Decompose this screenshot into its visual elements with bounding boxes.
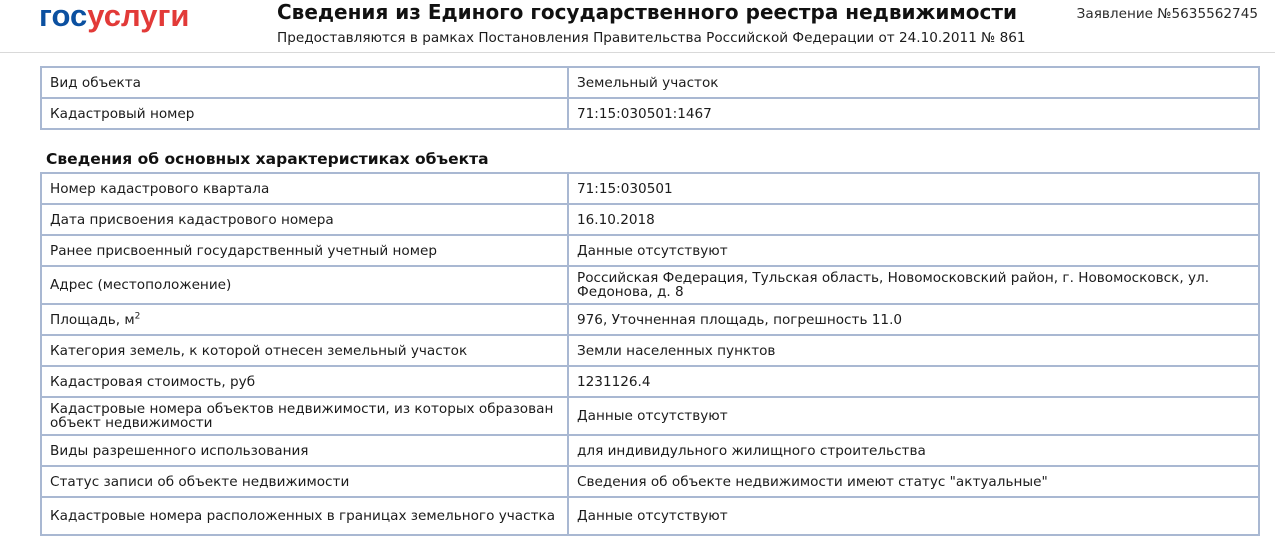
- row-value: 71:15:030501: [568, 173, 1259, 204]
- gosuslugi-logo: [39, 0, 189, 33]
- row-value: 71:15:030501:1467: [568, 98, 1259, 129]
- row-label: Кадастровый номер: [41, 98, 568, 129]
- row-value: Земельный участок: [568, 67, 1259, 98]
- row-value: Данные отсутствуют: [568, 397, 1259, 435]
- row-label: Виды разрешенного использования: [41, 435, 568, 466]
- row-value: Данные отсутствуют: [568, 497, 1259, 535]
- row-label: Кадастровые номера объектов недвижимости, из которых образован объект недвижимости: [41, 397, 568, 435]
- table-row: [41, 204, 1259, 235]
- table-row: [41, 497, 1259, 535]
- document-title: Сведения из Единого государственного реестра недвижимости: [277, 0, 1017, 24]
- row-label: Ранее присвоенный государственный учетный номер: [41, 235, 568, 266]
- object-table: [40, 66, 1260, 130]
- table-row: [41, 435, 1259, 466]
- row-value: Российская Федерация, Тульская область, Новомосковский район, г. Новомосковск, ул. Федонова, д. 8: [568, 266, 1259, 304]
- row-value: Сведения об объекте недвижимости имеют статус "актуальные": [568, 466, 1259, 497]
- logo-part-gos: гос: [39, 0, 88, 33]
- table-row: [41, 304, 1259, 335]
- table-row: [41, 366, 1259, 397]
- table-row: [41, 67, 1259, 98]
- row-label: Адрес (местоположение): [41, 266, 568, 304]
- table-row: [41, 397, 1259, 435]
- table-row: [41, 235, 1259, 266]
- row-value: 976, Уточненная площадь, погрешность 11.0: [568, 304, 1259, 335]
- table-row: [41, 335, 1259, 366]
- logo-part-uslugi: услуги: [87, 0, 190, 33]
- row-label: Номер кадастрового квартала: [41, 173, 568, 204]
- table-row: [41, 98, 1259, 129]
- area-unit-superscript: 2: [134, 310, 141, 321]
- characteristics-table: [40, 172, 1260, 536]
- row-value: для индивидульного жилищного строительства: [568, 435, 1259, 466]
- row-value: Земли населенных пунктов: [568, 335, 1259, 366]
- row-value: 1231126.4: [568, 366, 1259, 397]
- row-label: Кадастровые номера расположенных в границах земельного участка: [41, 497, 568, 535]
- row-label: Категория земель, к которой отнесен земельный участок: [41, 335, 568, 366]
- row-label: Дата присвоения кадастрового номера: [41, 204, 568, 235]
- table-row: [41, 466, 1259, 497]
- row-value: Данные отсутствуют: [568, 235, 1259, 266]
- area-label-text: Площадь, м: [50, 311, 135, 328]
- row-label: Статус записи об объекте недвижимости: [41, 466, 568, 497]
- row-label: Кадастровая стоимость, руб: [41, 366, 568, 397]
- section-title: Сведения об основных характеристиках объекта: [46, 150, 489, 168]
- row-label: [41, 304, 568, 335]
- document-subtitle: Предоставляются в рамках Постановления Правительства Российской Федерации от 24.10.2011 № 861: [277, 30, 1026, 46]
- application-number: Заявление №5635562745: [1076, 6, 1258, 22]
- table-row: [41, 266, 1259, 304]
- row-value: 16.10.2018: [568, 204, 1259, 235]
- row-label: Вид объекта: [41, 67, 568, 98]
- table-row: [41, 173, 1259, 204]
- header: [0, 0, 1275, 53]
